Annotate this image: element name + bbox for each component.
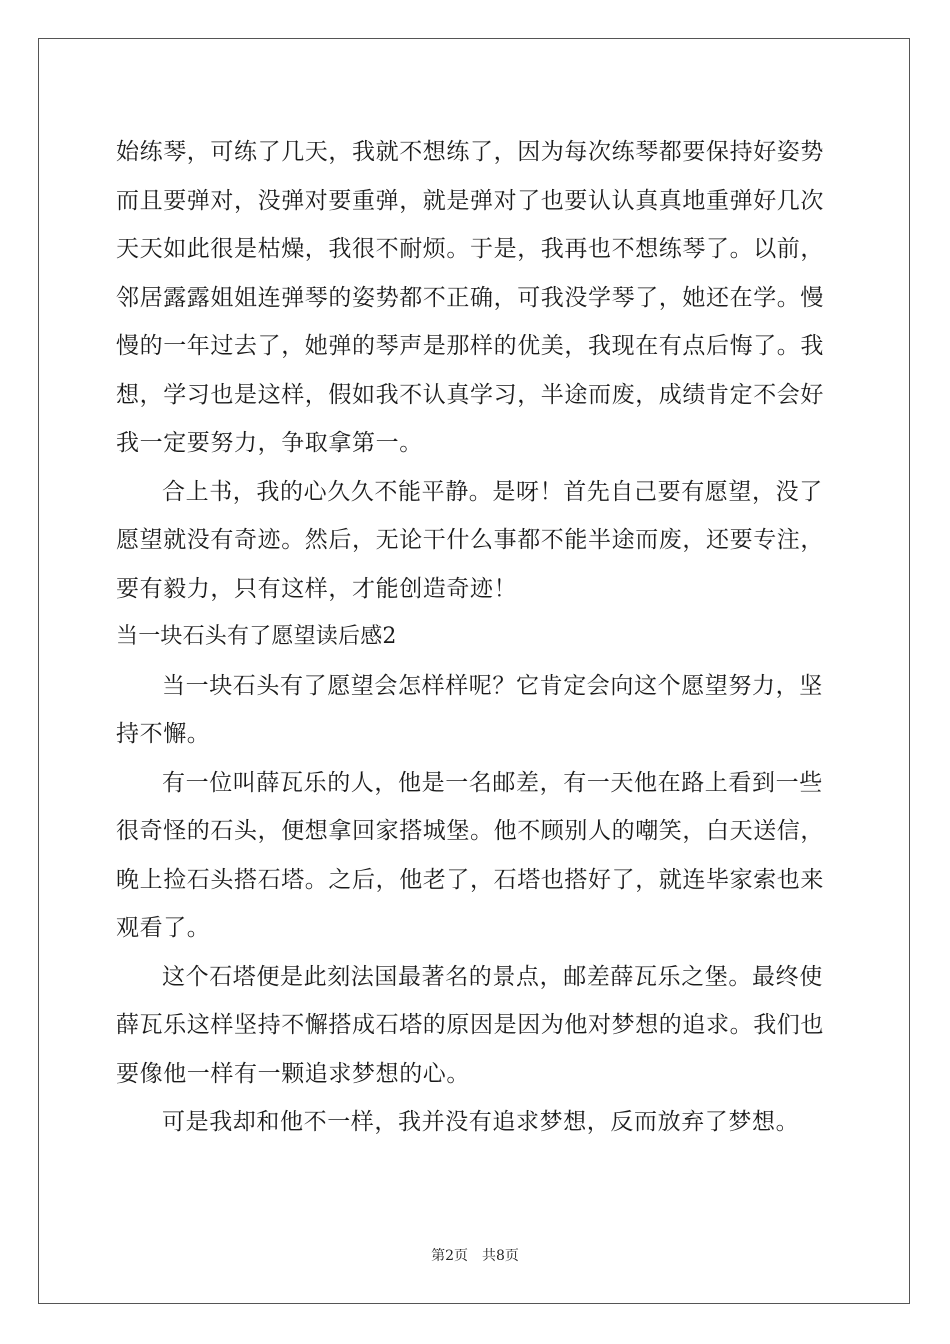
text-line: 邻居露露姐姐连弹琴的姿势都不正确，可我没学琴了，她还在学。慢 — [116, 284, 824, 311]
text-line: 持不懈。 — [116, 721, 211, 747]
text-line: 观看了。 — [116, 915, 211, 941]
paragraph-start-line: 这个石塔便是此刻法国最著名的景点，邮差薛瓦乐之堡。最终使 — [162, 963, 823, 990]
page-footer — [0, 1245, 950, 1265]
text-line: 我一定要努力，争取拿第一。 — [116, 430, 423, 456]
text-line: 始练琴，可练了几天，我就不想练了，因为每次练琴都要保持好姿势 — [116, 139, 824, 165]
text-line: 很奇怪的石头，便想拿回家搭城堡。他不顾别人的嘲笑，白天送信， — [116, 818, 824, 844]
text-line: 愿望就没有奇迹。然后，无论干什么事都不能半途而废，还要专注， — [116, 527, 824, 553]
text-line: 想，学习也是这样，假如我不认真学习，半途而废，成绩肯定不会好 — [116, 381, 824, 408]
text-line: 要有毅力，只有这样，才能创造奇迹！ — [116, 575, 518, 602]
paragraph-start-line: 合上书，我的心久久不能平静。是呀！首先自己要有愿望，没了 — [162, 478, 823, 505]
text-line: 天天如此很是枯燥，我很不耐烦。于是，我再也不想练琴了。以前， — [116, 236, 824, 262]
text-line: 而且要弹对，没弹对要重弹，就是弹对了也要认认真真地重弹好几次 — [116, 187, 824, 214]
page-total: 共8页 — [482, 1248, 519, 1264]
document-body — [116, 128, 836, 1147]
paragraph-start-line: 有一位叫薛瓦乐的人，他是一名邮差，有一天他在路上看到一些 — [162, 769, 823, 796]
page-number: 第2页 — [431, 1248, 468, 1264]
paragraph-start-line: 可是我却和他不一样，我并没有追求梦想，反而放弃了梦想。 — [162, 1109, 800, 1135]
paragraph-start-line: 当一块石头有了愿望会怎样样呢？它肯定会向这个愿望努力，坚 — [162, 672, 823, 699]
text-line: 要像他一样有一颗追求梦想的心。 — [116, 1060, 470, 1087]
section-heading: 当一块石头有了愿望读后感2 — [116, 624, 397, 649]
text-line: 晚上捡石头搭石塔。之后，他老了，石塔也搭好了，就连毕家索也来 — [116, 866, 824, 893]
text-line: 慢的一年过去了，她弹的琴声是那样的优美，我现在有点后悔了。我 — [116, 333, 824, 359]
text-line: 薛瓦乐这样坚持不懈搭成石塔的原因是因为他对梦想的追求。我们也 — [116, 1012, 824, 1038]
